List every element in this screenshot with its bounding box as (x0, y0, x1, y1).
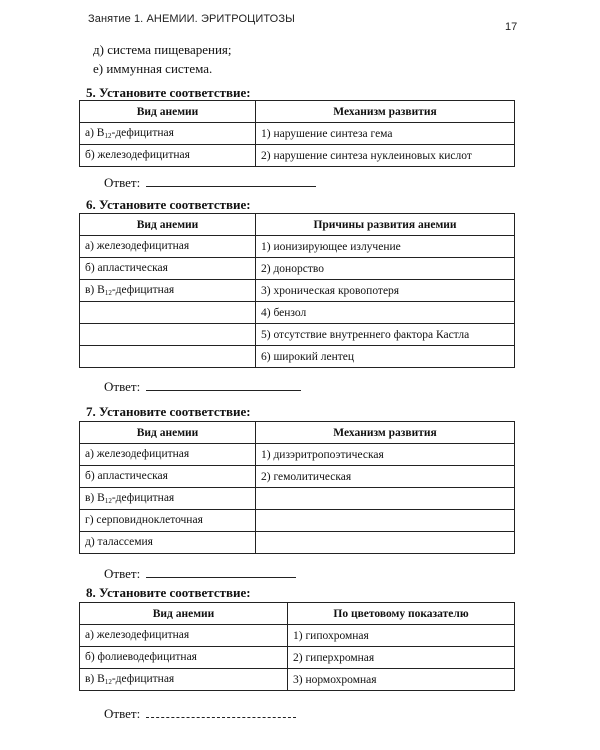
intro-line: д) система пищеварения; (93, 42, 232, 57)
table-row (80, 669, 515, 691)
mechanism-cell: 1) дизэритропоэтическая (256, 444, 515, 466)
answer-line-5 (104, 174, 316, 191)
anemia-type-cell (80, 302, 256, 324)
col-header-mechanism: Механизм развития (256, 101, 515, 123)
table-row (80, 488, 515, 510)
task-5-title: 5. Установите соответствие: (86, 85, 251, 100)
col-header-anemia-type: Вид анемии (80, 422, 256, 444)
table-row (80, 647, 515, 669)
table-row (80, 346, 515, 368)
cause-cell: 4) бензол (256, 302, 515, 324)
answer-line-7 (104, 565, 296, 582)
intro-line: е) иммунная система. (93, 61, 213, 76)
answer-line-6 (104, 378, 301, 395)
col-header-color-index: По цветовому показателю (288, 603, 515, 625)
cause-cell: 3) хроническая кровопотеря (256, 280, 515, 302)
col-header-anemia-type: Вид анемии (80, 214, 256, 236)
answer-label: Ответ: (104, 566, 141, 581)
anemia-type-cell: б) фолиеводефицитная (80, 647, 288, 669)
color-index-cell: 3) нормохромная (288, 669, 515, 691)
answer-blank[interactable] (146, 174, 316, 187)
mechanism-cell: 2) нарушение синтеза нуклеиновых кислот (256, 145, 515, 167)
answer-blank[interactable] (146, 705, 296, 718)
task-8-table (79, 602, 515, 691)
table-row (80, 625, 515, 647)
task-5-table (79, 100, 515, 167)
table-row (80, 123, 515, 145)
answer-label: Ответ: (104, 175, 141, 190)
anemia-type-cell: а) железодефицитная (80, 236, 256, 258)
table-row (80, 280, 515, 302)
anemia-type-cell: в) $B_{12}$-дефицитная (80, 280, 256, 302)
table-row (80, 510, 515, 532)
table-row (80, 145, 515, 167)
answer-blank[interactable] (146, 378, 301, 391)
anemia-type-cell: а) железодефицитная (80, 625, 288, 647)
table-row (80, 466, 515, 488)
anemia-type-cell: в) $B_{12}$-дефицитная (80, 669, 288, 691)
color-index-cell: 2) гиперхромная (288, 647, 515, 669)
mechanism-cell: 1) нарушение синтеза гема (256, 123, 515, 145)
anemia-type-cell: б) апластическая (80, 466, 256, 488)
page-number: 17 (505, 21, 518, 33)
table-row (80, 258, 515, 280)
cause-cell: 1) ионизирующее излучение (256, 236, 515, 258)
table-row (80, 444, 515, 466)
color-index-cell: 1) гипохромная (288, 625, 515, 647)
mechanism-cell (256, 532, 515, 554)
anemia-type-cell: а) железодефицитная (80, 444, 256, 466)
table-row (80, 302, 515, 324)
task-6-title: 6. Установите соответствие: (86, 197, 251, 212)
anemia-type-cell: г) серповидноклеточная (80, 510, 256, 532)
answer-line-8 (104, 705, 296, 722)
col-header-anemia-type: Вид анемии (80, 603, 288, 625)
task-8-title: 8. Установите соответствие: (86, 585, 251, 600)
answer-blank[interactable] (146, 565, 296, 578)
col-header-mechanism: Механизм развития (256, 422, 515, 444)
anemia-type-cell: в) $B_{12}$-дефицитная (80, 488, 256, 510)
col-header-anemia-type: Вид анемии (80, 101, 256, 123)
mechanism-cell (256, 488, 515, 510)
mechanism-cell: 2) гемолитическая (256, 466, 515, 488)
anemia-type-cell: б) апластическая (80, 258, 256, 280)
col-header-causes: Причины развития анемии (256, 214, 515, 236)
anemia-type-cell: д) талассемия (80, 532, 256, 554)
anemia-type-cell: б) железодефицитная (80, 145, 256, 167)
task-7-table (79, 421, 515, 554)
table-row (80, 324, 515, 346)
anemia-type-cell (80, 324, 256, 346)
running-header: Занятие 1. АНЕМИИ. ЭРИТРОЦИТОЗЫ (88, 13, 295, 25)
table-row (80, 236, 515, 258)
task-7-title: 7. Установите соответствие: (86, 404, 251, 419)
cause-cell: 6) широкий лентец (256, 346, 515, 368)
table-row (80, 532, 515, 554)
anemia-type-cell: а) $B_{12}$-дефицитная (80, 123, 256, 145)
mechanism-cell (256, 510, 515, 532)
anemia-type-cell (80, 346, 256, 368)
task-6-table (79, 213, 515, 368)
cause-cell: 2) донорство (256, 258, 515, 280)
answer-label: Ответ: (104, 379, 141, 394)
answer-label: Ответ: (104, 706, 141, 721)
cause-cell: 5) отсутствие внутреннего фактора Кастла (256, 324, 515, 346)
